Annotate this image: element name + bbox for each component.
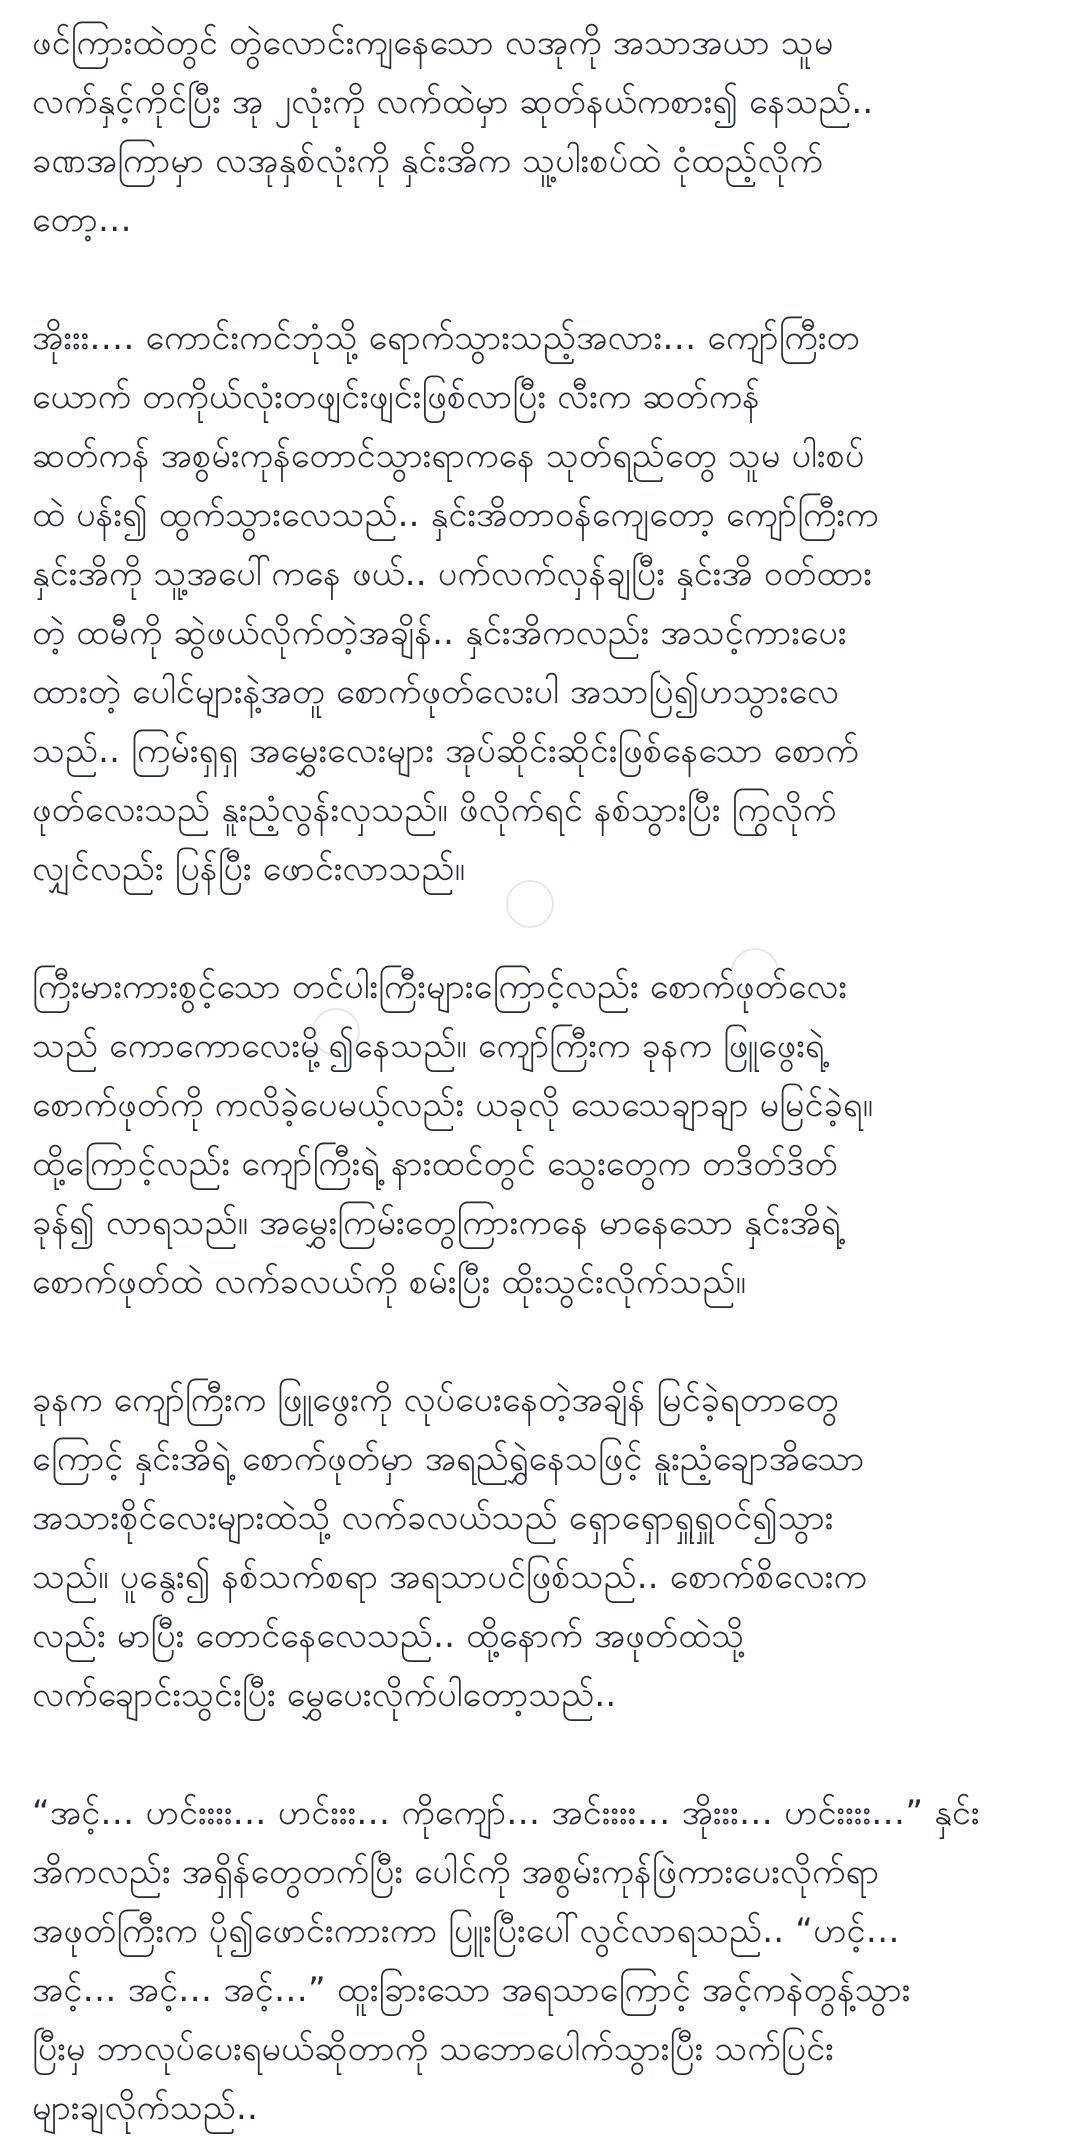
touch-ripple-indicator [731,948,779,996]
story-paragraph: ဖင်ကြားထဲတွင် တွဲလောင်းကျနေသော လအုကို အသာအယာ သူမ လက်နှင့်ကိုင်ပြီး အု ၂လုံးကို လက်ထဲမှာ ဆုတ်နယ်ကစား၍ နေသည်.. ခဏအကြာမှာ လအုနှစ်လုံးကို နှင်းအိက သူ့ပါးစပ်ထဲ ငုံထည့်လိုက် တော့… [32,23,874,240]
touch-ripple-indicator [312,1008,360,1056]
story-paragraph: ခုနက ကျော်ကြီးက ဖြူဖွေးကို လုပ်ပေးနေတဲ့အချိန် မြင်ခဲ့ရတာတွေ ကြောင့် နှင်းအိရဲ့ စောက်ဖုတ်မှာ အရည်ရွှဲနေသဖြင့် နူးညံ့ချောအိသော အသားစိုင်လေးများထဲသို့ လက်ခလယ်သည် ရှောရှောရှူရှူဝင်၍သွား သည်။ ပူနွေး၍ နစ်သက်စရာ အရသာပင်ဖြစ်သည်.. စောက်စိလေးက လည်း မာပြီး တောင်နေလေသည်.. ထို့နောက် အဖုတ်ထဲသို့ လက်ချောင်းသွင်းပြီး မွှေပေးလိုက်ပါတော့သည်.. [32,1380,867,1715]
story-paragraph: “အင့်… ဟင်းးးး… ဟင်းးး… ကိုကျော်… အင်းးးး… အိုးးး… ဟင်းးးး…” နှင်း အိကလည်း အရှိန်တွေတက်ပြီး ပေါင်ကို အစွမ်းကုန်ဖြဲကားပေးလိုက်ရာ အဖုတ်ကြီးက ပို၍ဖောင်းကားကာ ပြူးပြီးပေါ်လွင်လာရသည်.. “ဟင့်… အင့်… အင့်… အင့်…” ထူးခြားသော အရသာကြောင့် အင့်ကနဲတွန့်သွား ပြီးမှ ဘာလုပ်ပေးရမယ်ဆိုတာကို သဘောပေါက်သွားပြီး သက်ပြင်း များချလိုက်သည်.. [32,1793,980,2128]
story-paragraph: အိုးးး…. ကောင်းကင်ဘုံသို့ ရောက်သွားသည့်အလား… ကျော်ကြီးတ ယောက် တကိုယ်လုံးတဖျင်းဖျင်းဖြစ်လာပြီး လီးက ဆတ်ကန် ဆတ်ကန် အစွမ်းကုန်တောင်သွားရာကနေ သုတ်ရည်တွေ သူမ ပါးစပ် ထဲ ပန်း၍ ထွက်သွားလေသည်.. နှင်းအိတာဝန်ကျေတော့ ကျော်ကြီးက နှင်းအိကို သူ့အပေါ်ကနေ ဖယ်.. ပက်လက်လှန်ချပြီး နှင်းအိ ဝတ်ထား တဲ့ ထမီကို ဆွဲဖယ်လိုက်တဲ့အချိန်.. နှင်းအိကလည်း အသင့်ကားပေး ထားတဲ့ ပေါင်များနဲ့အတူ စောက်ဖုတ်လေးပါ အသာပြဲ၍ဟသွားလေ သည်.. ကြမ်းရှရှ အမွှေးလေးများ အုပ်ဆိုင်းဆိုင်းဖြစ်နေသော စောက် ဖုတ်လေးသည် နူးညံ့လွန်းလှသည်။ ဖိလိုက်ရင် နစ်သွားပြီး ကြွလိုက် လျှင်လည်း ပြန်ပြီး ဖောင်းလာသည်။ [32,318,879,889]
touch-ripple-indicator [506,880,554,928]
story-text-body [32,14,1052,2138]
story-paragraph: ကြီးမားကားစွင့်သော တင်ပါးကြီးများကြောင့်လည်း စောက်ဖုတ်လေး သည် ကောကောလေးမို့၍နေသည်။ ကျော်ကြီးက ခုနက ဖြူဖွေးရဲ့ စောက်ဖုတ်ကို ကလိခဲ့ပေမယ့်လည်း ယခုလို သေသေချာချာ မမြင်ခဲ့ရ။ ထို့ကြောင့်လည်း ကျော်ကြီးရဲ့ နားထင်တွင် သွေးတွေက တဒိတ်ဒိတ် ခုန်၍ လာရသည်။ အမွှေးကြမ်းတွေကြားကနေ မာနေသော နှင်းအိရဲ့ စောက်ဖုတ်ထဲ လက်ခလယ်ကို စမ်းပြီး ထိုးသွင်းလိုက်သည်။ [32,967,874,1302]
